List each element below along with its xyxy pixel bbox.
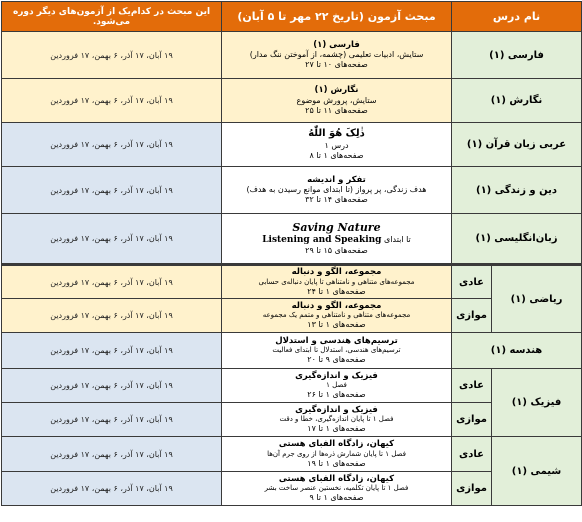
topic-desc: فصل ۱ (326, 381, 347, 390)
level-cell: موازی (452, 472, 492, 506)
header-dates: این مبحث در کدام‌یک از آزمون‌های دیگر دوره می‌شود. (2, 2, 222, 32)
topic-pages: صفحه‌های ۱ تا ۸ (309, 150, 364, 160)
topic-pages: صفحه‌های ۱ تا ۱۷ (307, 424, 366, 434)
level-cell: عادی (452, 265, 492, 299)
dates-cell: ۱۹ آبان، ۱۷ آذر، ۶ بهمن، ۱۷ فروردین (2, 32, 222, 79)
topic-cell (222, 299, 452, 333)
topic-title: فارسی (۱) (313, 39, 360, 50)
topic-cell (222, 214, 452, 265)
subject-cell: زبان‌انگلیسی (۱) (452, 214, 582, 265)
dates-cell: ۱۹ آبان، ۱۷ آذر، ۶ بهمن، ۱۷ فروردین (2, 369, 222, 403)
topic-desc: فصل ۱ تا پایان اندازه‌گیری، خطا و دقت (279, 415, 394, 424)
topic-cell (222, 123, 452, 167)
topic-title: کیهان، زادگاه الفبای هستی (278, 439, 395, 450)
topic-cell (222, 403, 452, 437)
topic-pages: صفحه‌های ۱۱ تا ۲۵ (305, 105, 368, 115)
topic-title: مجموعه، الگو و دنباله (291, 300, 382, 311)
topic-pages: صفحه‌های ۱۰ تا ۲۷ (305, 60, 368, 70)
topic-desc: Listening and Speaking (262, 234, 382, 245)
subject-cell: هندسه (۱) (452, 333, 582, 369)
table-row (2, 369, 582, 403)
topic-pages: صفحه‌های ۱ تا ۹ (309, 493, 364, 503)
topic-desc: مجموعه‌های متناهی و نامتناهی تا پایان دنباله‌ی حسابی (258, 277, 415, 286)
subject-cell: فارسی (۱) (452, 32, 582, 79)
dates-cell: ۱۹ آبان، ۱۷ آذر، ۶ بهمن، ۱۷ فروردین (2, 79, 222, 123)
topic-desc: فصل ۱ تا پایان شمارش ذره‌ها از روی جرم آن‌ها (267, 449, 406, 458)
topic-desc: ترسیم‌های هندسی، استدلال تا ابتدای فعالیت (272, 346, 401, 355)
topic-title: ذٰلِکَ هُوَ اللّٰهُ (308, 128, 365, 140)
level-cell: عادی (452, 369, 492, 403)
subject-cell: شیمی (۱) (492, 437, 582, 506)
dates-cell: ۱۹ آبان، ۱۷ آذر، ۶ بهمن، ۱۷ فروردین (2, 333, 222, 369)
header-topic: مبحث آزمون (تاریخ ۲۲ مهر تا ۵ آبان) (222, 2, 452, 32)
topic-desc: فصل ۱ تا پایان تکلمیه، نخستین عنصر ساخت بشر (264, 484, 409, 493)
table-row (2, 32, 582, 79)
table-row (2, 123, 582, 167)
topic-cell (222, 265, 452, 299)
dates-cell: ۱۹ آبان، ۱۷ آذر، ۶ بهمن، ۱۷ فروردین (2, 437, 222, 472)
topic-pages: صفحه‌های ۹ تا ۲۰ (307, 355, 366, 365)
topic-desc-prefix: تا ابتدای (384, 234, 411, 244)
topic-cell (222, 369, 452, 403)
dates-cell: ۱۹ آبان، ۱۷ آذر، ۶ بهمن، ۱۷ فروردین (2, 123, 222, 167)
subject-cell: عربی زبان قرآن (۱) (452, 123, 582, 167)
table-row (2, 167, 582, 214)
topic-cell (222, 167, 452, 214)
table-row (2, 265, 582, 299)
level-cell: موازی (452, 299, 492, 333)
table-row (2, 333, 582, 369)
topic-pages: صفحه‌های ۱ تا ۱۳ (307, 320, 366, 330)
topic-pages: صفحه‌های ۱ تا ۲۶ (307, 390, 366, 400)
table-row (2, 437, 582, 472)
subject-cell: فیزیک (۱) (492, 369, 582, 437)
topic-cell (222, 79, 452, 123)
header-row (2, 2, 582, 32)
dates-cell: ۱۹ آبان، ۱۷ آذر، ۶ بهمن، ۱۷ فروردین (2, 472, 222, 506)
level-cell: موازی (452, 403, 492, 437)
topic-title: کیهان، زادگاه الفبای هستی (278, 473, 395, 484)
topic-title: نگارش (۱) (314, 85, 359, 96)
topic-cell (222, 333, 452, 369)
topic-desc: هدف زندگی، پر پرواز (تا ابتدای موانع رسیدن به هدف) (246, 185, 427, 195)
subject-cell: دین و زندگی (۱) (452, 167, 582, 214)
dates-cell: ۱۹ آبان، ۱۷ آذر، ۶ بهمن، ۱۷ فروردین (2, 265, 222, 299)
topic-pages: صفحه‌های ۱۴ تا ۳۲ (305, 195, 368, 205)
topic-desc: ستایش، پرورش موضوع (296, 95, 377, 105)
topic-desc: مجموعه‌های متناهی و نامتناهی و متمم یک مجموعه (262, 311, 411, 320)
table-row (2, 79, 582, 123)
header-subject: نام درس (452, 2, 582, 32)
topic-title: ترسیم‌های هندسی و استدلال (275, 335, 398, 346)
dates-cell: ۱۹ آبان، ۱۷ آذر، ۶ بهمن، ۱۷ فروردین (2, 167, 222, 214)
subject-cell: نگارش (۱) (452, 79, 582, 123)
exam-schedule-table (1, 1, 582, 506)
topic-pages: صفحه‌های ۱ تا ۲۴ (307, 286, 366, 296)
topic-title: فیزیک و اندازه‌گیری (295, 404, 378, 415)
topic-title: Saving Nature (292, 221, 381, 234)
level-cell: عادی (452, 437, 492, 472)
topic-title: تفکر و اندیشه (307, 174, 366, 185)
topic-cell (222, 437, 452, 472)
topic-title: فیزیک و اندازه‌گیری (295, 370, 378, 381)
topic-pages: صفحه‌های ۱ تا ۱۹ (307, 458, 366, 468)
topic-cell (222, 32, 452, 79)
table-row (2, 214, 582, 265)
topic-pages: صفحه‌های ۱۵ تا ۲۹ (305, 246, 368, 255)
dates-cell: ۱۹ آبان، ۱۷ آذر، ۶ بهمن، ۱۷ فروردین (2, 299, 222, 333)
topic-cell (222, 472, 452, 506)
topic-desc: درس ۱ (324, 140, 349, 150)
dates-cell: ۱۹ آبان، ۱۷ آذر، ۶ بهمن، ۱۷ فروردین (2, 403, 222, 437)
subject-cell: ریاضی (۱) (492, 265, 582, 333)
topic-desc: ستایش، ادبیات تعلیمی (چشمه، از آموختن ننگ مدار) (249, 50, 424, 60)
topic-title: مجموعه، الگو و دنباله (291, 267, 382, 278)
dates-cell: ۱۹ آبان، ۱۷ آذر، ۶ بهمن، ۱۷ فروردین (2, 214, 222, 265)
